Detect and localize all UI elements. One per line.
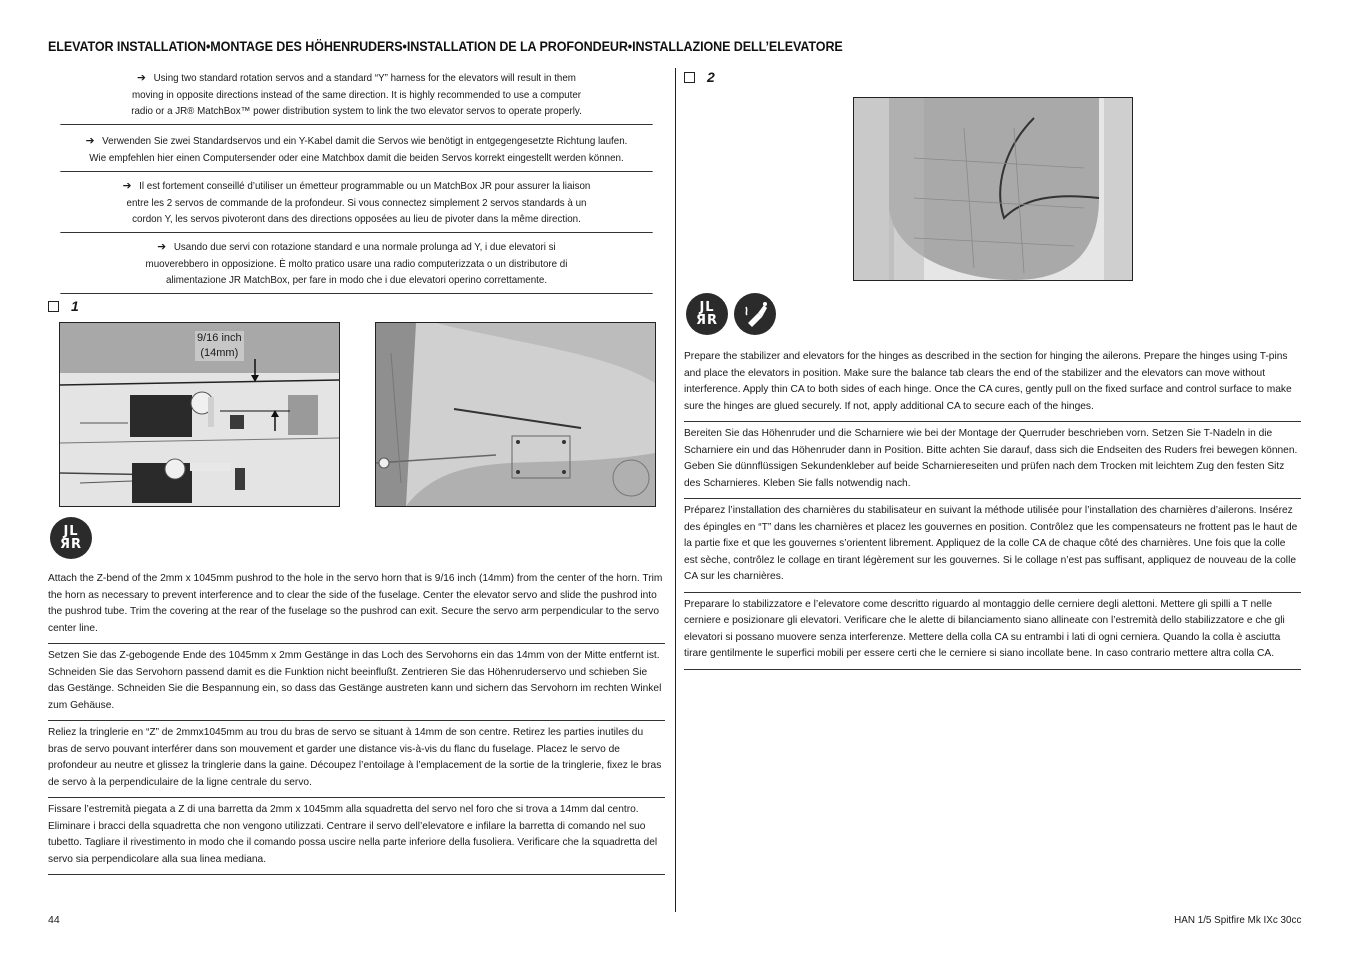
step1-text-german: Setzen Sie das Z-gebogende Ende des 1045mm x 2mm Gestänge in das Loch des Servohorns ein das 14mm von der Mitte entfernt ist. Schneiden Sie das Servohorn passend damit es die Funktion nicht beeinflußt. Zentrieren Sie das Höhenruderservo und schieben Sie das Gestänge. Schneiden Sie die Bespannung ein, so dass das Gestänge austreten kann und sichern das Servohorn im rechten Winkel zum Gehäuse.: [48, 644, 665, 721]
checkbox-icon[interactable]: [684, 72, 695, 83]
step2-text-english: Prepare the stabilizer and elevators for the hinges as described in the section for hinging the ailerons. Prepare the hinges using T-pins and place the elevators in position. Make sure the balance tab clears the end of the stabilizer and the elevators can move without interference. Apply thin CA to both sides of each hinge. Once the CA cures, gently pull on the fixed surface and control surface to make sure the hinges are glued securely. If not, apply additional CA to secure each of the hinges.: [684, 349, 1301, 422]
arrow-icon: ➔: [85, 135, 95, 147]
jr-radio-icon: JL ЯR: [50, 517, 92, 559]
step2-text-german: Bereiten Sie das Höhenruder und die Scharniere wie bei der Montage der Querruder beschrieben vorn. Setzen Sie T-Nadeln in die Scharniere ein und das Höhenruder dann in Position. Bitte achten Sie darauf, dass sich die Endseiten des Ruders frei bewegen können. Geben Sie dünnflüssigen Sekundenkleber auf beide Scharniereseiten und prüfen nach dem Trocken mit leichtem Zug den festen Sitz des Scharnieres. Kleben Sie falls notwendig nach.: [684, 422, 1301, 499]
arrow-icon: ➔: [157, 241, 167, 253]
checkbox-icon[interactable]: [48, 301, 59, 312]
step1-text-french: Reliez la tringlerie en “Z” de 2mmx1045mm au trou du bras de servo se situant à 14mm de son centre. Retirez les parties inutiles du bras de servo pouvant interférer dans son mouvement et garder une distance vis-à-vis du flanc du fuselage. Placez le servo de profondeur au neutre et glissez la tringlerie dans la gaine. Découpez l’entoilage à l’emplacement de la sortie de la tringlerie, fixez le bras de servo à la perpendiculaire de la ligne centrale du servo.: [48, 721, 665, 798]
ca-glue-icon: [734, 293, 776, 335]
note-french: ➔ Il est fortement conseillé d’utiliser un émetteur programmable ou un MatchBox JR pour assurer la liaison entre les 2 servos de commande de la profondeur. Si vous connectez simplement 2 servos standards à un cordon Y, les servos pivoteront dans des directions opposées au lieu de pivoter dans la même direction.: [60, 172, 652, 233]
glue-bottle-icon: [740, 299, 770, 329]
arrow-icon: ➔: [137, 72, 146, 84]
page-title: ELEVATOR INSTALLATION•MONTAGE DES HÖHENRUDERS•INSTALLATION DE LA PROFONDEUR•INSTALLAZIONE DELL’ELEVATORE: [48, 39, 843, 54]
right-column: [684, 68, 1301, 670]
step2-text-french: Préparez l’installation des charnières du stabilisateur en suivant la méthode utilisée pour l’installation des charnières d’ailerons. Insérez des épingles en “T” dans les charnières et placez les gouvernes en position. Contrôlez que les compensateurs ne frottent pas le haut de la partie fixe et que les gouvernes s’orientent librement. Appliquez de la colle CA de chaque côté des charnières. Une fois que la colle est sèche, contrôlez le collage en tirant légèrement sur les gouvernes. Si le collage n’est pas suffisant, appliquez de nouveau de la colle CA sur les charnières.: [684, 499, 1301, 593]
measure-label: 9/16 inch (14mm): [197, 332, 242, 359]
left-column: [48, 68, 665, 875]
note-german: ➔ Verwenden Sie zwei Standardservos und ein Y-Kabel damit die Servos wie benötigt in entgegengesetzte Richtung laufen. Wie empfehlen hier einen Computersender oder eine Matchbox damit die beiden Servos korrekt eingestellt werden können.: [60, 125, 652, 172]
servo-photo: [59, 322, 340, 507]
step2-text-italian: Preparare lo stabilizzatore e l’elevatore come descritto riguardo al montaggio delle cerniere degli alettoni. Mettere gli spilli a T nelle cerniere e posizionare gli elevatori. Verificare che le alette di bilanciamento siano allineate con l’estremità dello stabilizzatore e che gli elevatori si possano muovere senza interferenze. Mettere della colla CA su entrambi i lati di ogni cerniera. Quando la colla è asciutta tirare gentilmente le superfici mobili per essere certi che le cerniere si siano incollate bene. In caso contrario mettere altra colla CA.: [684, 593, 1301, 670]
note-english: ➔ Using two standard rotation servos and a standard “Y” harness for the elevators will result in them moving in opposite directions instead of the same direction. It is highly recommended to use a computer radio or a JR® MatchBox™ power distribution system to link the two elevator servos to operate properly.: [60, 68, 652, 125]
step-2-header: 2: [684, 65, 1301, 89]
arrow-icon: ➔: [122, 180, 132, 192]
jr-radio-icon: JL ЯR: [686, 293, 728, 335]
page-number: 44: [48, 914, 60, 926]
product-name: HAN 1/5 Spitfire Mk IXc 30cc: [1173, 914, 1301, 926]
elevator-illustration: [854, 98, 1132, 280]
step1-text-english: Attach the Z-bend of the 2mm x 1045mm pushrod to the hole in the servo horn that is 9/16 inch (14mm) from the center of the horn. Trim the horn as necessary to prevent interference and to clear the side of the fuselage. Center the elevator servo and slide the pushrod into the pushrod tube. Trim the covering at the rear of the fuselage so the pushrod can exit. Secure the servo arm perpendicular to the servo center line.: [48, 568, 665, 644]
column-divider: [675, 68, 676, 912]
note-italian: ➔ Usando due servi con rotazione standard e una normale prolunga ad Y, i due elevatori si muoverebbero in opposizione. È molto pratico usare una radio computerizzata o un distributore di alimentazione JR MatchBox, per fare in modo che i due elevatori operino correttamente.: [60, 233, 652, 294]
elevator-photo: [853, 97, 1133, 281]
step1-text-italian: Fissare l’estremità piegata a Z di una barretta da 2mm x 1045mm alla squadretta del servo nel foro che si trova a 14mm dal centro. Eliminare i bracci della squadretta che non vengono utilizzati. Centrare il servo dell’elevatore e infilare la barretta di comando nel suo tubetto. Tagliare il rivestimento in modo che il comando possa uscire nella parte inferiore della fusoliera. Verificare che la squadretta del servo sia perpendicolare alla sua linea mediana.: [48, 798, 665, 875]
fuselage-photo: [375, 322, 656, 507]
step-1-header: 1: [48, 294, 665, 318]
fuselage-illustration: [376, 323, 655, 506]
